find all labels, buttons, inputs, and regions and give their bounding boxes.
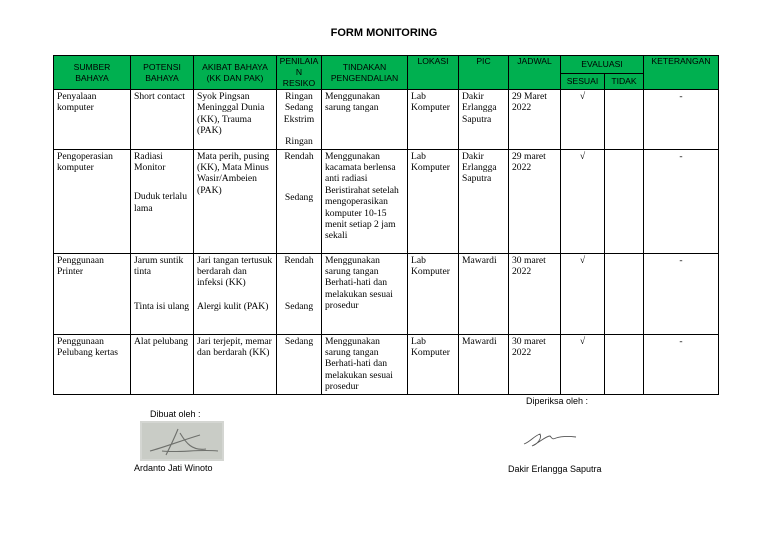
cell-potensi: Alat pelubang	[131, 334, 194, 394]
penilaian-secondary: Sedang	[284, 301, 314, 313]
cell-tidak	[605, 149, 644, 253]
monitoring-table	[53, 55, 719, 395]
cell-tindakan: Menggunakan sarung tangan	[322, 90, 408, 150]
cell-lokasi: Lab Komputer	[408, 149, 459, 253]
signature-left-label: Dibuat oleh :	[150, 409, 201, 419]
cell-sumber: Penyalaan komputer	[54, 90, 131, 150]
penilaian-primary: Rendah	[284, 150, 314, 162]
potensi-primary: Radiasi Monitor	[134, 150, 166, 174]
cell-penilaian	[277, 90, 322, 150]
cell-lokasi: Lab Komputer	[408, 334, 459, 394]
header-penilaian-resiko: PENILAIA N RESIKO	[277, 56, 322, 90]
header-akibat-bahaya: AKIBAT BAHAYA (KK DAN PAK)	[194, 56, 277, 90]
penilaian-primary: Ringan Sedang Ekstrim	[283, 91, 315, 125]
signature-right-image	[520, 426, 580, 450]
cell-sesuai: √	[561, 253, 605, 334]
table-row	[54, 253, 719, 334]
cell-potensi: Short contact	[131, 90, 194, 150]
cell-lokasi: Lab Komputer	[408, 90, 459, 150]
table-row	[54, 334, 719, 394]
cell-pic: Mawardi	[459, 253, 509, 334]
cell-akibat: Syok Pingsan Meninggal Dunia (KK), Trauma (PAK)	[194, 90, 277, 150]
signature-right-label: Diperiksa oleh :	[526, 396, 589, 406]
cell-sumber: Penggunaan Pelubang kertas	[54, 334, 131, 394]
cell-sesuai: √	[561, 334, 605, 394]
header-tidak: TIDAK	[605, 73, 644, 89]
cell-penilaian	[277, 149, 322, 253]
potensi-secondary: Tinta isi ulang	[134, 301, 190, 313]
cell-potensi	[131, 149, 194, 253]
cell-penilaian: Sedang	[277, 334, 322, 394]
header-sumber-bahaya: SUMBER BAHAYA	[54, 56, 131, 90]
signature-left-name: Ardanto Jati Winoto	[134, 463, 213, 473]
cell-tidak	[605, 334, 644, 394]
potensi-secondary: Duduk terlalu lama	[134, 191, 188, 214]
header-jadwal: JADWAL	[509, 56, 561, 90]
cell-pic: Dakir Erlangga Saputra	[459, 90, 509, 150]
cell-lokasi: Lab Komputer	[408, 253, 459, 334]
table-row	[54, 90, 719, 150]
penilaian-primary: Rendah	[284, 254, 314, 266]
cell-sumber: Penggunaan Printer	[54, 253, 131, 334]
signature-right-name: Dakir Erlangga Saputra	[508, 464, 602, 474]
cell-potensi	[131, 253, 194, 334]
akibat-secondary: Alergi kulit (PAK)	[197, 300, 269, 312]
form-title: FORM MONITORING	[330, 27, 438, 39]
potensi-primary: Jarum suntik tinta	[134, 254, 184, 278]
cell-keterangan: -	[644, 149, 719, 253]
cell-tindakan: Menggunakan sarung tangan Berhati-hati dan melakukan sesuai prosedur	[322, 334, 408, 394]
cell-keterangan: -	[644, 334, 719, 394]
header-lokasi: LOKASI	[408, 56, 459, 90]
header-pic: PIC	[459, 56, 509, 90]
penilaian-secondary: Ringan	[285, 136, 313, 148]
cell-tindakan: Menggunakan kacamata berlensa anti radiasi Beristirahat setelah mengoperasikan komputer 10-15 menit setiap 2 jam sekali	[322, 149, 408, 253]
header-tindakan-pengendalian: TINDAKAN PENGENDALIAN	[322, 56, 408, 90]
cell-sesuai: √	[561, 149, 605, 253]
cell-pic: Mawardi	[459, 334, 509, 394]
header-sesuai: SESUAI	[561, 73, 605, 89]
cell-keterangan: -	[644, 90, 719, 150]
cell-penilaian	[277, 253, 322, 334]
header-evaluasi: EVALUASI	[561, 56, 644, 74]
table-row	[54, 149, 719, 253]
cell-pic: Dakir Erlangga Saputra	[459, 149, 509, 253]
cell-jadwal: 30 maret 2022	[509, 253, 561, 334]
cell-keterangan: -	[644, 253, 719, 334]
cell-sumber: Pengoperasian komputer	[54, 149, 131, 253]
cell-tidak	[605, 253, 644, 334]
cell-akibat	[194, 253, 277, 334]
cell-jadwal: 29 maret 2022	[509, 149, 561, 253]
cell-jadwal: 30 maret 2022	[509, 334, 561, 394]
penilaian-secondary: Sedang	[284, 192, 314, 204]
cell-akibat: Mata perih, pusing (KK), Mata Minus Wasir/Ambeien (PAK)	[194, 149, 277, 253]
header-keterangan: KETERANGAN	[644, 56, 719, 90]
cell-tindakan: Menggunakan sarung tangan Berhati-hati dan melakukan sesuai prosedur	[322, 253, 408, 334]
akibat-primary: Jari tangan tertusuk berdarah dan infeksi (KK)	[197, 254, 273, 289]
cell-akibat: Jari terjepit, memar dan berdarah (KK)	[194, 334, 277, 394]
cell-jadwal: 29 Maret 2022	[509, 90, 561, 150]
header-potensi-bahaya: POTENSI BAHAYA	[131, 56, 194, 90]
cell-tidak	[605, 90, 644, 150]
signature-left-image	[140, 421, 224, 461]
cell-sesuai: √	[561, 90, 605, 150]
